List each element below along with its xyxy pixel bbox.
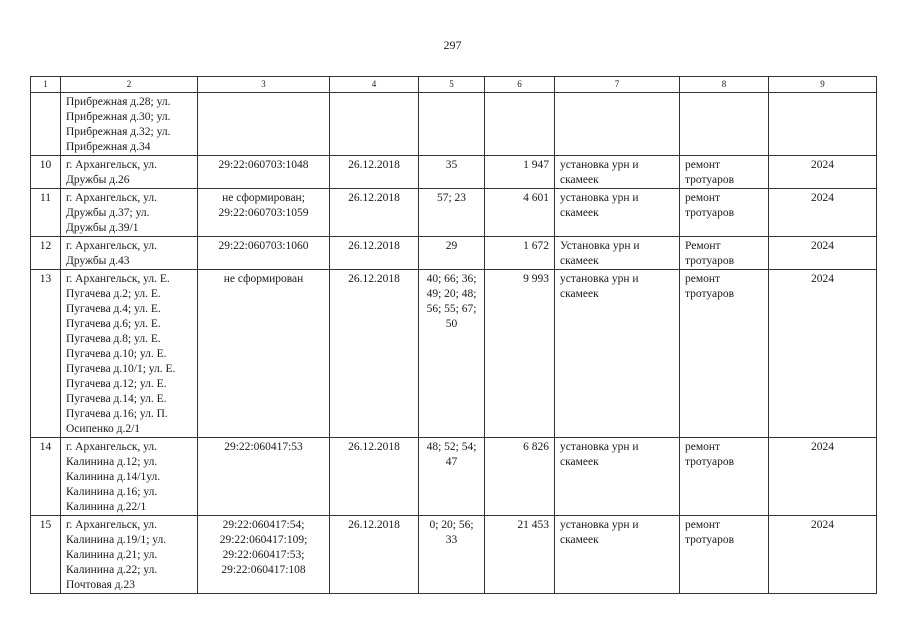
column-header: 5 <box>419 77 485 93</box>
area-cell <box>485 93 555 156</box>
area-cell: 4 601 <box>485 189 555 237</box>
cadastral-number-cell: 29:22:060703:1048 <box>198 156 330 189</box>
column-header: 6 <box>485 77 555 93</box>
table-row <box>31 516 877 594</box>
house-numbers-cell <box>419 93 485 156</box>
address-cell: г. Архангельск, ул. Калинина д.19/1; ул. Калинина д.21; ул. Калинина д.22; ул. Почтовая д.23 <box>61 516 198 594</box>
cadastral-number-cell: 29:22:060703:1060 <box>198 237 330 270</box>
work-type-cell: установка урн и скамеек <box>555 516 680 594</box>
table-row <box>31 270 877 438</box>
row-number-cell: 14 <box>31 438 61 516</box>
house-numbers-cell: 57; 23 <box>419 189 485 237</box>
repair-type-cell: ремонт тротуаров <box>680 189 769 237</box>
cadastral-number-cell: не сформирован <box>198 270 330 438</box>
work-type-cell: установка урн и скамеек <box>555 438 680 516</box>
address-cell: г. Архангельск, ул. Дружбы д.26 <box>61 156 198 189</box>
work-type-cell: установка урн и скамеек <box>555 156 680 189</box>
cadastral-number-cell: не сформирован; 29:22:060703:1059 <box>198 189 330 237</box>
row-number-cell <box>31 93 61 156</box>
row-number-cell: 13 <box>31 270 61 438</box>
column-header: 7 <box>555 77 680 93</box>
data-table <box>30 76 877 594</box>
address-cell: Прибрежная д.28; ул. Прибрежная д.30; ул. Прибрежная д.32; ул. Прибрежная д.34 <box>61 93 198 156</box>
repair-type-cell: ремонт тротуаров <box>680 156 769 189</box>
work-type-cell: установка урн и скамеек <box>555 189 680 237</box>
work-type-cell <box>555 93 680 156</box>
year-cell: 2024 <box>769 438 877 516</box>
page-number: 297 <box>443 38 462 52</box>
year-cell: 2024 <box>769 270 877 438</box>
table-row <box>31 93 877 156</box>
area-cell: 21 453 <box>485 516 555 594</box>
year-cell <box>769 93 877 156</box>
date-cell: 26.12.2018 <box>330 189 419 237</box>
repair-type-cell: ремонт тротуаров <box>680 438 769 516</box>
repair-type-cell: Ремонт тротуаров <box>680 237 769 270</box>
cadastral-number-cell: 29:22:060417:54; 29:22:060417:109; 29:22:060417:53; 29:22:060417:108 <box>198 516 330 594</box>
cadastral-number-cell <box>198 93 330 156</box>
row-number-cell: 15 <box>31 516 61 594</box>
house-numbers-cell: 0; 20; 56; 33 <box>419 516 485 594</box>
repair-type-cell: ремонт тротуаров <box>680 516 769 594</box>
table-row <box>31 438 877 516</box>
column-header: 2 <box>61 77 198 93</box>
work-type-cell: установка урн и скамеек <box>555 270 680 438</box>
repair-type-cell <box>680 93 769 156</box>
column-header-row <box>31 77 877 93</box>
column-header: 3 <box>198 77 330 93</box>
year-cell: 2024 <box>769 237 877 270</box>
date-cell: 26.12.2018 <box>330 270 419 438</box>
table-row <box>31 237 877 270</box>
house-numbers-cell: 35 <box>419 156 485 189</box>
work-type-cell: Установка урн и скамеек <box>555 237 680 270</box>
repair-type-cell: ремонт тротуаров <box>680 270 769 438</box>
house-numbers-cell: 29 <box>419 237 485 270</box>
address-cell: г. Архангельск, ул. Е. Пугачева д.2; ул. Е. Пугачева д.4; ул. Е. Пугачева д.6; ул. Е. Пугачева д.8; ул. Е. Пугачева д.10; ул. Е. Пугачева д.10/1; ул. Е. Пугачева д.12; ул. Е. Пугачева д.14; ул. Е. Пугачева д.16; ул. П. Осипенко д.2/1 <box>61 270 198 438</box>
column-header: 1 <box>31 77 61 93</box>
column-header: 4 <box>330 77 419 93</box>
date-cell: 26.12.2018 <box>330 516 419 594</box>
year-cell: 2024 <box>769 189 877 237</box>
address-cell: г. Архангельск, ул. Дружбы д.37; ул. Дружбы д.39/1 <box>61 189 198 237</box>
house-numbers-cell: 48; 52; 54; 47 <box>419 438 485 516</box>
area-cell: 6 826 <box>485 438 555 516</box>
table-row <box>31 189 877 237</box>
date-cell: 26.12.2018 <box>330 156 419 189</box>
row-number-cell: 10 <box>31 156 61 189</box>
year-cell: 2024 <box>769 516 877 594</box>
address-cell: г. Архангельск, ул. Калинина д.12; ул. Калинина д.14/1ул. Калинина д.16; ул. Калинина д.22/1 <box>61 438 198 516</box>
house-numbers-cell: 40; 66; 36; 49; 20; 48; 56; 55; 67; 50 <box>419 270 485 438</box>
area-cell: 1 672 <box>485 237 555 270</box>
date-cell: 26.12.2018 <box>330 237 419 270</box>
column-header: 8 <box>680 77 769 93</box>
row-number-cell: 11 <box>31 189 61 237</box>
date-cell <box>330 93 419 156</box>
row-number-cell: 12 <box>31 237 61 270</box>
year-cell: 2024 <box>769 156 877 189</box>
date-cell: 26.12.2018 <box>330 438 419 516</box>
area-cell: 9 993 <box>485 270 555 438</box>
table-row <box>31 156 877 189</box>
area-cell: 1 947 <box>485 156 555 189</box>
address-cell: г. Архангельск, ул. Дружбы д.43 <box>61 237 198 270</box>
column-header: 9 <box>769 77 877 93</box>
cadastral-number-cell: 29:22:060417:53 <box>198 438 330 516</box>
